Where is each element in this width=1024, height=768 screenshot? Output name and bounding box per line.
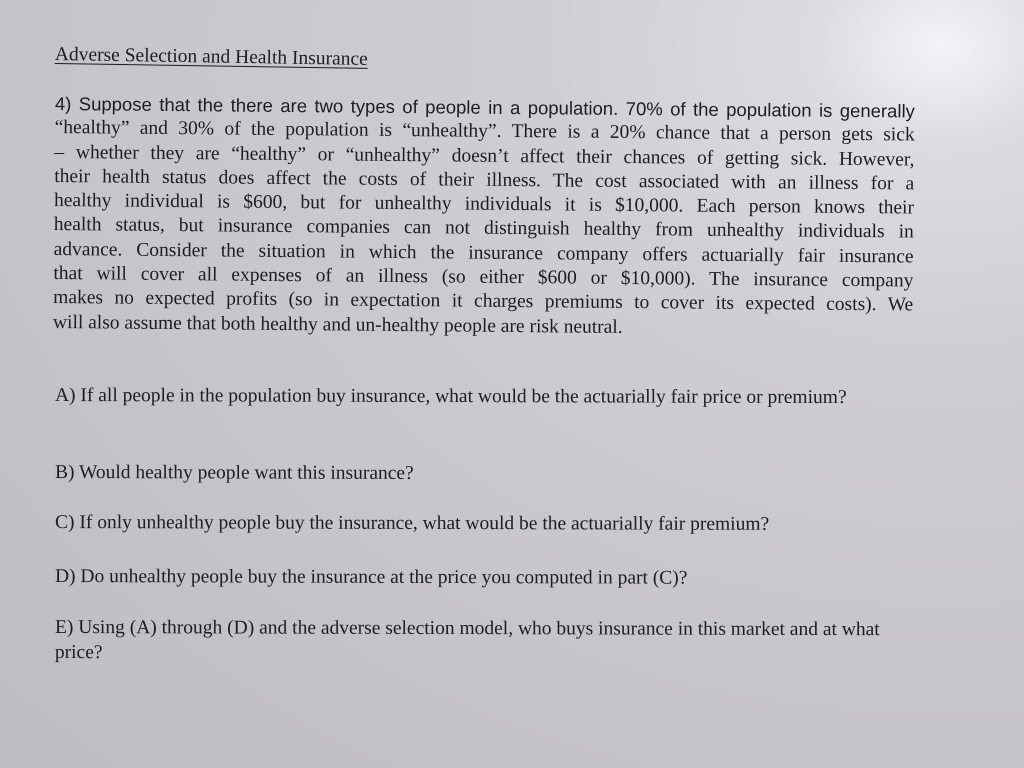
- problem-line: makes no expected profits (so in expectation it charges premiums to cover its expected costs). We: [53, 287, 914, 316]
- question-b: B) Would healthy people want this insurance?: [54, 462, 414, 484]
- problem-statement: [53, 92, 915, 342]
- problem-line: their health status does affect the costs of their illness. The cost associated with an illness for a: [54, 165, 915, 195]
- problem-line: that will cover all expenses of an illness (so either $600 or $10,000). The insurance company: [53, 263, 914, 292]
- question-d: D) Do unhealthy people buy the insurance at the price you computed in part (C)?: [54, 566, 688, 589]
- question-c: C) If only unhealthy people buy the insurance, what would be the actuarially fair premium?: [54, 512, 770, 535]
- problem-line: advance. Consider the situation in which the insurance company offers actuarially fair insurance: [53, 238, 914, 268]
- problem-line: will also assume that both healthy and un-healthy people are risk neutral.: [52, 311, 623, 338]
- question-a: A) If all people in the population buy insurance, what would be the actuarially fair price or premium?: [54, 385, 847, 409]
- problem-line: “healthy” and 30% of the population is “unhealthy”. There is a 20% chance that a person gets sick: [54, 117, 915, 146]
- problem-line: 4) Suppose that the there are two types of people in a population. 70% of the population is generally: [54, 92, 915, 122]
- document-title: Adverse Selection and Health Insurance: [54, 44, 368, 70]
- problem-line: health status, but insurance companies can not distinguish healthy from unhealthy individuals in: [53, 214, 914, 243]
- problem-line: – whether they are “healthy” or “unhealthy” doesn’t affect their chances of getting sick. However,: [54, 141, 915, 171]
- question-e: E) Using (A) through (D) and the adverse selection model, who buys insurance in this market and at what price?: [54, 617, 880, 664]
- problem-line: healthy individual is $600, but for unhealthy individuals it is $10,000. Each person knows their: [53, 190, 915, 219]
